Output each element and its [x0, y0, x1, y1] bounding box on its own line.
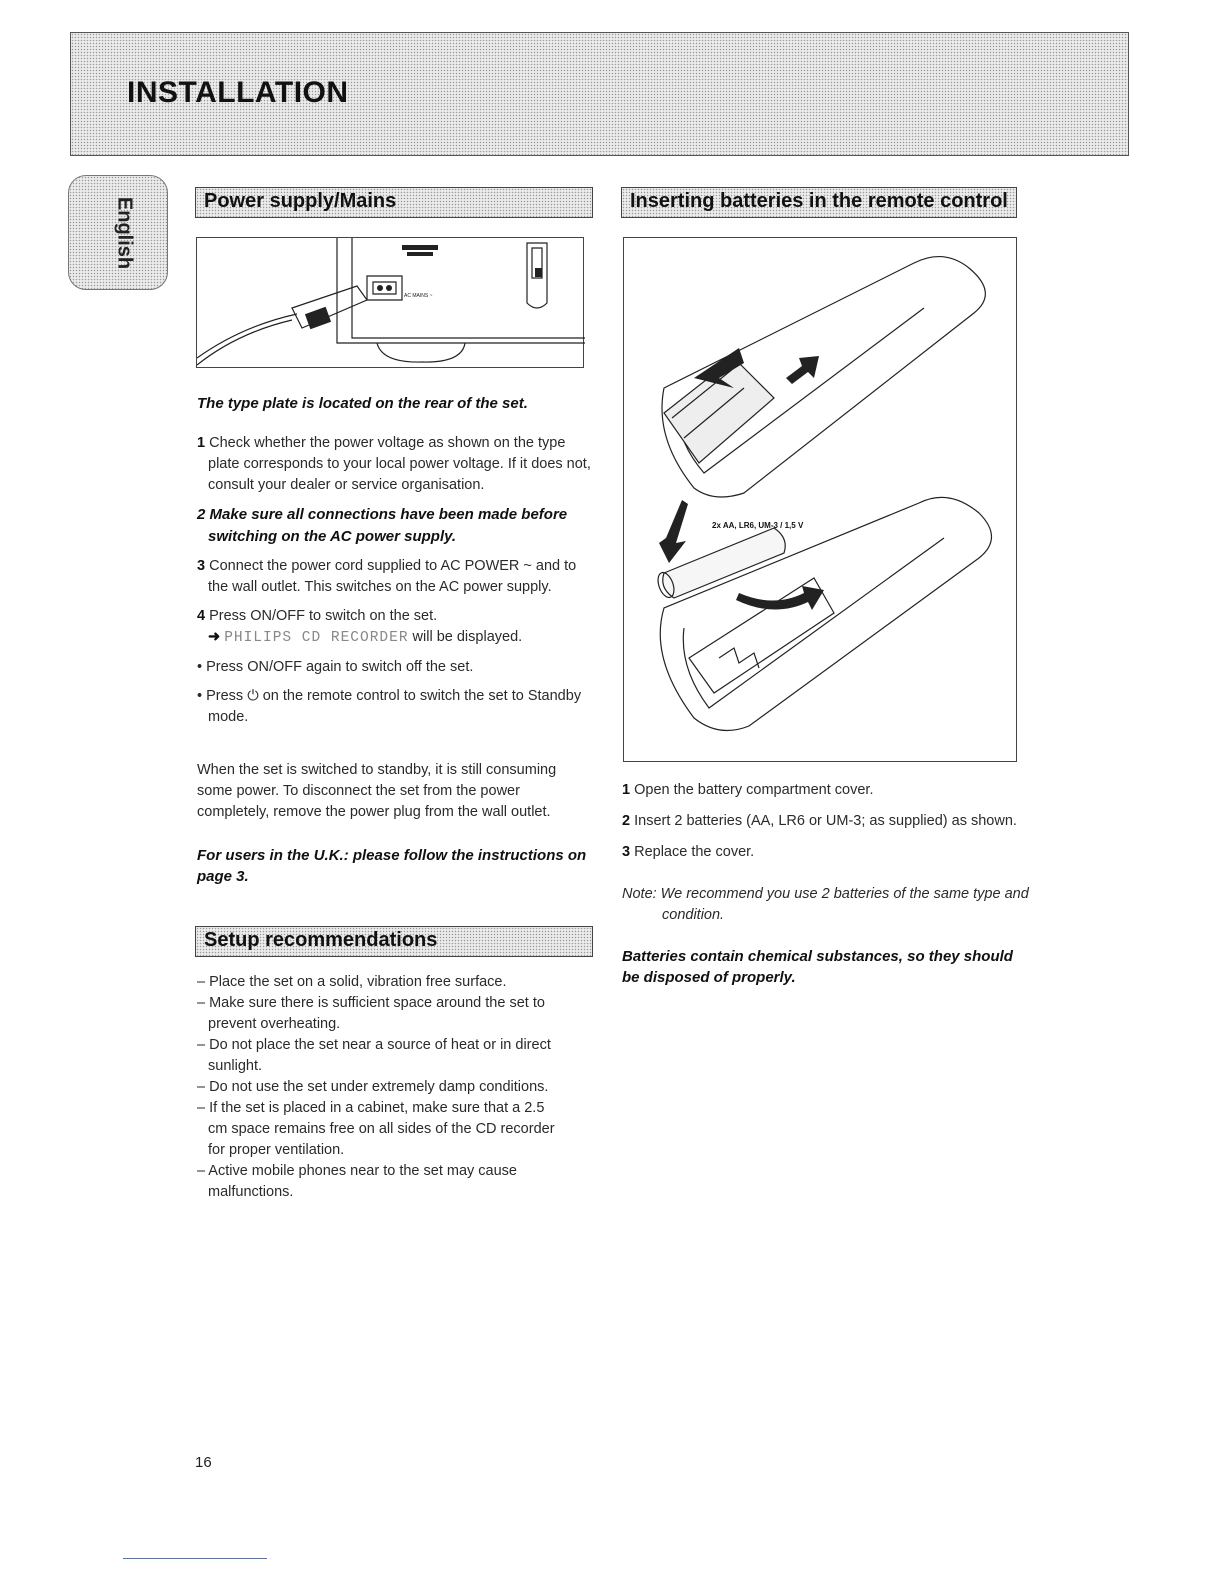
- battery-step-1: 1 Open the battery compartment cover.: [622, 782, 874, 798]
- language-tab-label: English: [113, 196, 136, 270]
- display-message: ➜ PHILIPS CD RECORDER will be displayed.: [208, 629, 523, 646]
- battery-spec-label: 2x AA, LR6, UM-3 / 1,5 V: [712, 521, 804, 530]
- battery-steps: [622, 780, 1022, 871]
- power-step-1: 1 Check whether the power voltage as shown on the type plate corresponds to your local power voltage. If it does not, consult your dealer or service organisation.: [197, 435, 591, 493]
- setup-list: [197, 972, 557, 1203]
- lcd-display-text: PHILIPS CD RECORDER: [224, 630, 409, 646]
- uk-note: For users in the U.K.: please follow the instructions on page 3.: [197, 847, 587, 885]
- power-step-4: 4 Press ON/OFF to switch on the set.: [197, 608, 438, 624]
- battery-warning: Batteries contain chemical substances, so they should be disposed of properly.: [622, 948, 1013, 986]
- type-plate-note: The type plate is located on the rear of the set.: [197, 395, 528, 412]
- battery-step-2: 2 Insert 2 batteries (AA, LR6 or UM-3; as supplied) as shown.: [622, 813, 1017, 829]
- batteries-heading: Inserting batteries in the remote control: [621, 187, 1017, 218]
- page-number: 16: [195, 1454, 212, 1471]
- standby-note: When the set is switched to standby, it is still consuming some power. To disconnect the set from the power completely, remove the power plug from the wall outlet.: [197, 762, 557, 820]
- remote-battery-illustration: [623, 237, 1017, 762]
- language-tab: [68, 175, 168, 290]
- setup-item: – Make sure there is sufficient space around the set to prevent overheating.: [197, 995, 545, 1032]
- battery-note: Note: We recommend you use 2 batteries of the same type and condition.: [622, 886, 1029, 923]
- battery-step-3: 3 Replace the cover.: [622, 844, 755, 860]
- power-supply-heading: Power supply/Mains: [195, 187, 593, 218]
- bottom-rule: [123, 1558, 267, 1559]
- power-step-2: 2 Make sure all connections have been made before switching on the AC power supply.: [197, 506, 568, 545]
- setup-item: – If the set is placed in a cabinet, make sure that a 2.5 cm space remains free on all sides of the CD recorder for proper ventilation.: [197, 1100, 555, 1158]
- ac-mains-label: AC MAINS ~: [404, 293, 433, 299]
- setup-item: – Do not place the set near a source of heat or in direct sunlight.: [197, 1037, 551, 1074]
- power-step-3: 3 Connect the power cord supplied to AC POWER ~ and to the wall outlet. This switches on the AC power supply.: [197, 558, 577, 595]
- power-cord-illustration: [196, 237, 584, 368]
- power-bullet-standby: • Press ⏻ on the remote control to switch the set to Standby mode.: [197, 688, 582, 725]
- setup-item: – Place the set on a solid, vibration free surface.: [197, 974, 507, 990]
- setup-item: – Do not use the set under extremely damp conditions.: [197, 1079, 549, 1095]
- page-title: INSTALLATION: [127, 76, 349, 109]
- power-bullet-off: • Press ON/OFF again to switch off the set.: [197, 659, 474, 675]
- setup-item: – Active mobile phones near to the set may cause malfunctions.: [197, 1163, 517, 1200]
- power-steps: [197, 433, 597, 736]
- arrow-icon: ➜: [208, 629, 221, 645]
- setup-heading: Setup recommendations: [195, 926, 593, 957]
